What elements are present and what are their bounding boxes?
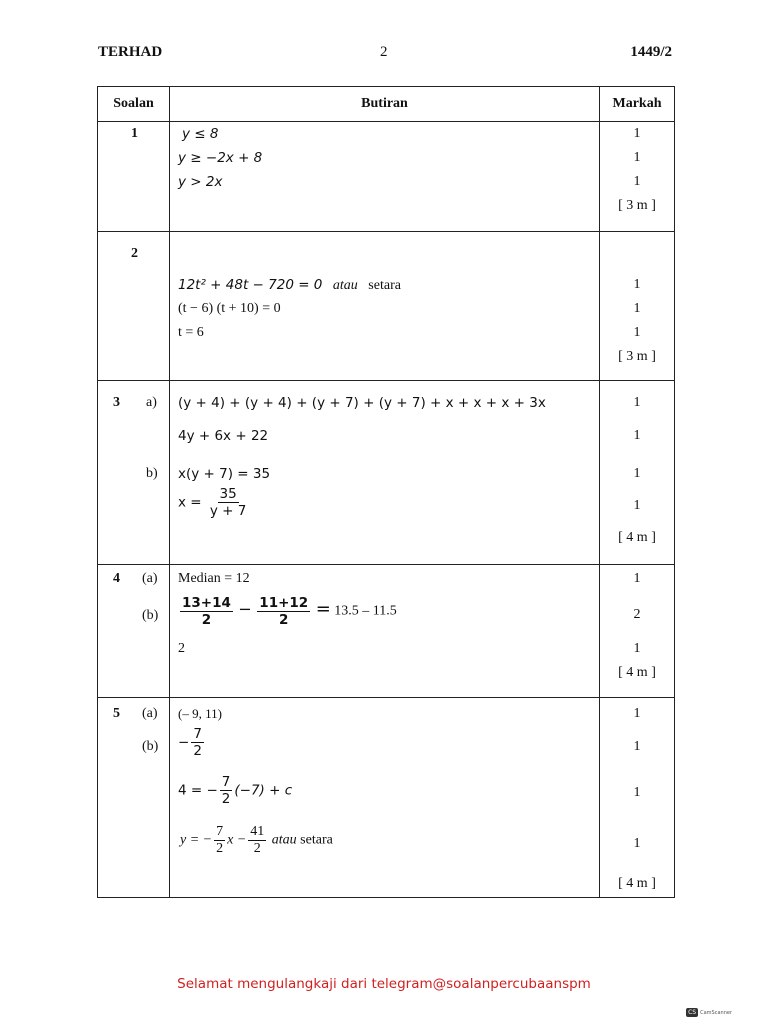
- fraction: $\frac{35}{y + 7}$: [209, 486, 247, 519]
- fraction: $\frac{41}{2}$: [250, 824, 265, 856]
- answer-fraction-line: y = − $\frac{7}{2}$ x − $\frac{41}{2}$ atau setara: [180, 824, 333, 856]
- mark: 1: [633, 325, 641, 340]
- table-row-q5: [98, 698, 675, 898]
- mark: 1: [633, 277, 641, 292]
- fraction: $\frac{7}{2}$: [221, 774, 231, 807]
- table-header-row: [98, 87, 675, 122]
- page-number: 2: [380, 44, 388, 60]
- mark: 1: [633, 466, 641, 481]
- mark: 1: [633, 785, 641, 800]
- answer-fraction-line: 4 = − $\frac{7}{2}$ (−7) + c: [178, 774, 293, 807]
- answer-fraction-line: x = $\frac{35}{y + 7}$: [178, 486, 247, 519]
- question-number: 4: [113, 571, 120, 586]
- answer-line: Median = 12: [178, 571, 250, 586]
- mark-total: [ 3 m ]: [618, 349, 656, 364]
- mark-total: [ 3 m ]: [618, 198, 656, 213]
- part-label: (b): [142, 739, 159, 754]
- question-number: 5: [113, 706, 120, 721]
- col-butiran: Butiran: [170, 87, 600, 122]
- camscanner-logo-icon: CS: [688, 1009, 697, 1016]
- marking-scheme-table: [97, 86, 675, 898]
- part-label: (b): [142, 608, 159, 623]
- mark: 1: [633, 571, 641, 586]
- mark: 1: [633, 428, 641, 443]
- scanner-label: CamScanner: [700, 1009, 732, 1016]
- answer-line: 12t² + 48t − 720 = 0 atau setara: [178, 277, 401, 293]
- paper-code: 1449/2: [630, 44, 672, 60]
- mark: 1: [633, 706, 641, 721]
- table-row-q2: [98, 232, 675, 381]
- mark: 1: [633, 836, 641, 851]
- col-markah: Markah: [600, 87, 675, 122]
- mark-total: [ 4 m ]: [618, 665, 656, 680]
- mark: 1: [633, 150, 641, 165]
- answer-fraction-line: $\frac{13+14}{2}$ − $\frac{11+12}{2}$ = 13.5 – 11.5: [182, 595, 397, 628]
- answer-line: 2: [178, 641, 185, 656]
- fraction: $\frac{7}{2}$: [193, 726, 202, 759]
- mark: 1: [633, 641, 641, 656]
- mark: 1: [633, 174, 641, 189]
- answer-line: y ≤ 8: [182, 126, 219, 142]
- table-row-q3: [98, 381, 675, 565]
- fraction: $\frac{11+12}{2}$: [259, 595, 309, 628]
- answer-line: t = 6: [178, 325, 204, 340]
- table-row-q1: [98, 122, 675, 232]
- scanner-badge: [686, 1008, 732, 1017]
- mark: 1: [633, 301, 641, 316]
- part-label: (a): [142, 571, 158, 586]
- question-number: 3: [113, 395, 120, 410]
- answer-line: y ≥ −2x + 8: [178, 150, 263, 166]
- part-label: (a): [142, 706, 158, 721]
- answer-line: (y + 4) + (y + 4) + (y + 7) + (y + 7) + x + x + x + 3x: [178, 395, 546, 411]
- mark: 1: [633, 739, 641, 754]
- answer-line: (t − 6) (t + 10) = 0: [178, 301, 281, 316]
- part-label: a): [146, 395, 157, 410]
- answer-line: y > 2x: [178, 174, 223, 190]
- answer-fraction-line: − $\frac{7}{2}$: [178, 726, 202, 759]
- mark-total: [ 4 m ]: [618, 876, 656, 891]
- footer-note: Selamat mengulangkaji dari telegram@soalanpercubaanspm: [177, 976, 591, 992]
- question-number: 1: [131, 126, 138, 141]
- mark-total: [ 4 m ]: [618, 530, 656, 545]
- mark: 1: [633, 395, 641, 410]
- table-row-q4: [98, 565, 675, 698]
- answer-line: 4y + 6x + 22: [178, 428, 269, 444]
- header-classification: TERHAD: [98, 44, 163, 60]
- answer-line: x(y + 7) = 35: [178, 466, 271, 482]
- fraction: $\frac{13+14}{2}$: [182, 595, 231, 628]
- col-soalan: Soalan: [98, 87, 170, 122]
- answer-line: (– 9, 11): [178, 706, 222, 721]
- fraction: $\frac{7}{2}$: [216, 824, 224, 856]
- question-number: 2: [131, 246, 138, 261]
- mark: 2: [633, 607, 641, 622]
- mark: 1: [633, 498, 641, 513]
- mark: 1: [633, 126, 641, 141]
- part-label: b): [146, 466, 158, 481]
